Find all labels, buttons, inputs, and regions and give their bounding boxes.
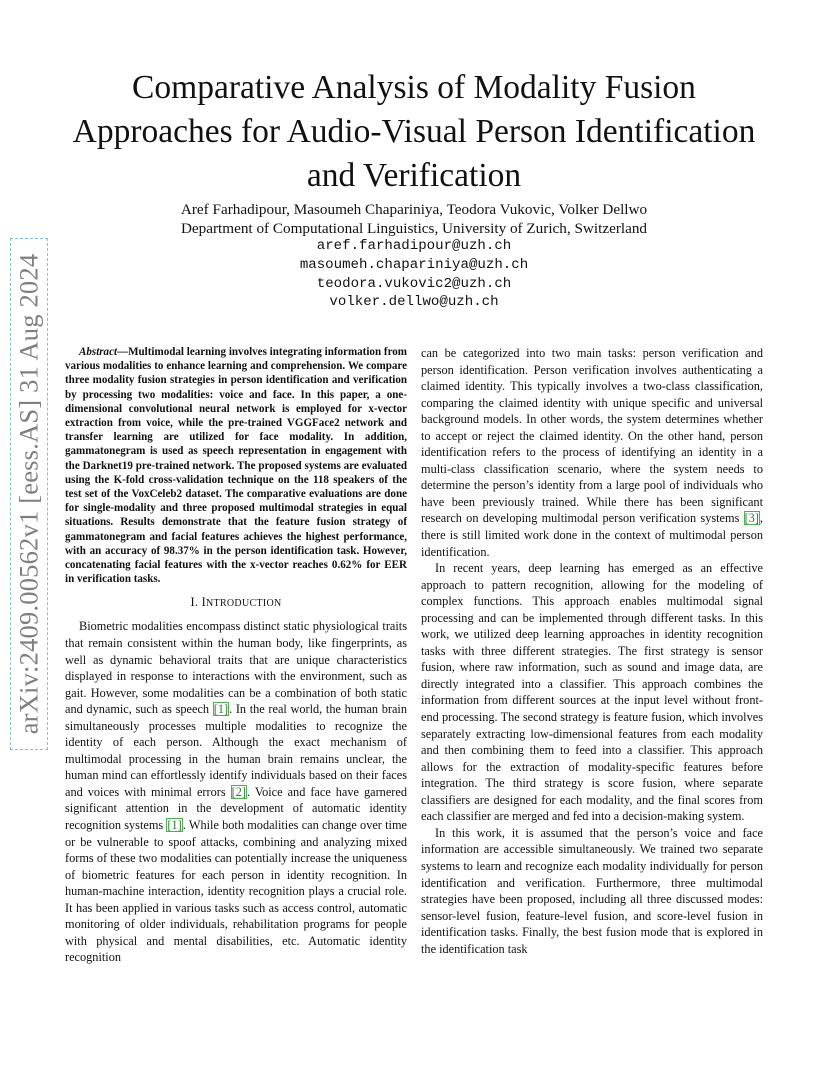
intro-paragraph-1: Biometric modalities encompass distinct static physiological traits that remain consistent within the human body, like fingerprints, as well as dynamic behavioral traits that are unique characteristics displayed in response to interactions with the environment, such as gait. However, some modalities can be a combination of both static and dynamic, such as speech [1]. In the real world, the human brain simultaneously processes multiple modalities to recognize the identity of each person. Although the exact mechanism of multimodal processing in the human brain remains unclear, the human mind can effortlessly identify individuals based on their faces and voices with minimal errors [2]. Voice and face have garnered significant attention in the development of automatic identity recognition systems [1]. While both modalities can change over time or be vulnerable to spoof attacks, combining and analyzing mixed forms of these two modalities can potentially increase the uniqueness of biometric features for each person in identity recognition. In human-machine interaction, identity recognition plays a crucial role. It has been applied in various tasks such as access control, automatic monitoring of older individuals, rehabilitation programs for people with physical and mental disabilities, etc. Automatic identity recognition <box>65 619 407 965</box>
citation-link[interactable]: [2] <box>231 784 246 799</box>
intro-paragraph-2: In recent years, deep learning has emerged as an effective approach to pattern recognition, allowing for the modeling of complex functions. This approach enables multimodal signal processing and can be implemented through different tasks. In this work, we utilized deep learning approaches in identity recognition tasks with three different strategies. The first strategy is sensor fusion, where raw information, such as sound and image data, are directly integrated into a classifier. This approach combines the information from different sources at the input level without front-end processing. The second strategy is feature fusion, which involves separately extracting low-dimensional features from each modality and then combining them to feed into a classifier. This approach allows for the extraction of modality-specific features before integration. The third strategy is score fusion, where separate classifiers are designed for each modality, and the final scores from each classifier are merged and fed into a decision-making system. <box>421 561 763 824</box>
section-number: I. <box>190 595 199 610</box>
email: aref.farhadipour@uzh.ch <box>316 238 512 254</box>
right-column <box>421 345 763 957</box>
author-list: Aref Farhadipour, Masoumeh Chapariniya, Teodora Vukovic, Volker Dellwo <box>180 201 648 218</box>
paper-title: Comparative Analysis of Modality Fusion Approaches for Audio-Visual Person Identification and Verification <box>72 69 756 194</box>
arxiv-stamp <box>10 238 48 750</box>
email: masoumeh.chapariniya@uzh.ch <box>299 256 529 273</box>
section-heading-introduction <box>65 594 407 612</box>
abstract-text: —Multimodal learning involves integrating information from various modalities to enhance learning and comprehension. We compare three modality fusion strategies in person identification and verification by processing two modalities: voice and face. In this paper, a one-dimensional convolutional neural network is employed for x-vector extraction from voice, while the pre-trained VGGFace2 network and transfer learning are utilized for face modality. In addition, gammatonegram is used as speech representation in engagement with the Darknet19 pre-trained network. The proposed systems are evaluated using the K-fold cross-validation technique on the 118 speakers of the test set of the VoxCeleb2 dataset. The comparative evaluations are done for single-modality and three proposed multimodal strategies in equal situations. Results demonstrate that the feature fusion strategy of gammatonegram and facial features achieves the highest performance, with an accuracy of 98.37% in the person identification task. However, concatenating facial features with the x-vector reaches 0.62% for EER in verification tasks. <box>65 346 407 586</box>
abstract-label: Abstract <box>79 346 118 358</box>
arxiv-id: arXiv:2409.00562v1 [eess.AS] 31 Aug 2024 <box>13 253 44 735</box>
citation-link[interactable]: [1] <box>213 702 229 717</box>
abstract <box>65 345 407 586</box>
intro-paragraph-1-continued: can be categorized into two main tasks: person verification and person identification. Person verification involves authenticating a claimed identity. This typically involves a two-class classification, comparing the claimed identity with unique specific and universal background models. In other words, the system determines whether to accept or reject the claimed identity. On the other hand, person identification refers to the process of identifying an identity in a multi-class classification scenario, where the system needs to determine the person’s identity from a large pool of individuals who have been previously trained. While there has been significant research on developing multimodal person verification systems [3], there is still limited work done in the context of multimodal person identification. <box>421 346 763 559</box>
intro-paragraph-3: In this work, it is assumed that the person’s voice and face information are accessible simultaneously. We trained two separate systems to learn and recognize each modality individually for person identification and verification. Furthermore, three multimodal strategies have been proposed, including all three discussed modes: sensor-level fusion, feature-level fusion, and score-level fusion in identification tasks. Finally, the best fusion mode that is explored in the identification task <box>421 825 763 956</box>
left-column <box>65 345 407 966</box>
section-title-rest: NTRODUCTION <box>206 598 282 610</box>
citation-link[interactable]: [1] <box>167 818 182 833</box>
email-list <box>70 237 758 312</box>
email: teodora.vukovic2@uzh.ch <box>316 275 512 292</box>
email: volker.dellwo@uzh.ch <box>329 294 499 311</box>
citation-link[interactable]: [3] <box>744 511 759 526</box>
affiliation: Department of Computational Linguistics, University of Zurich, Switzerland <box>180 220 648 237</box>
section-title-initial: I <box>201 595 207 610</box>
